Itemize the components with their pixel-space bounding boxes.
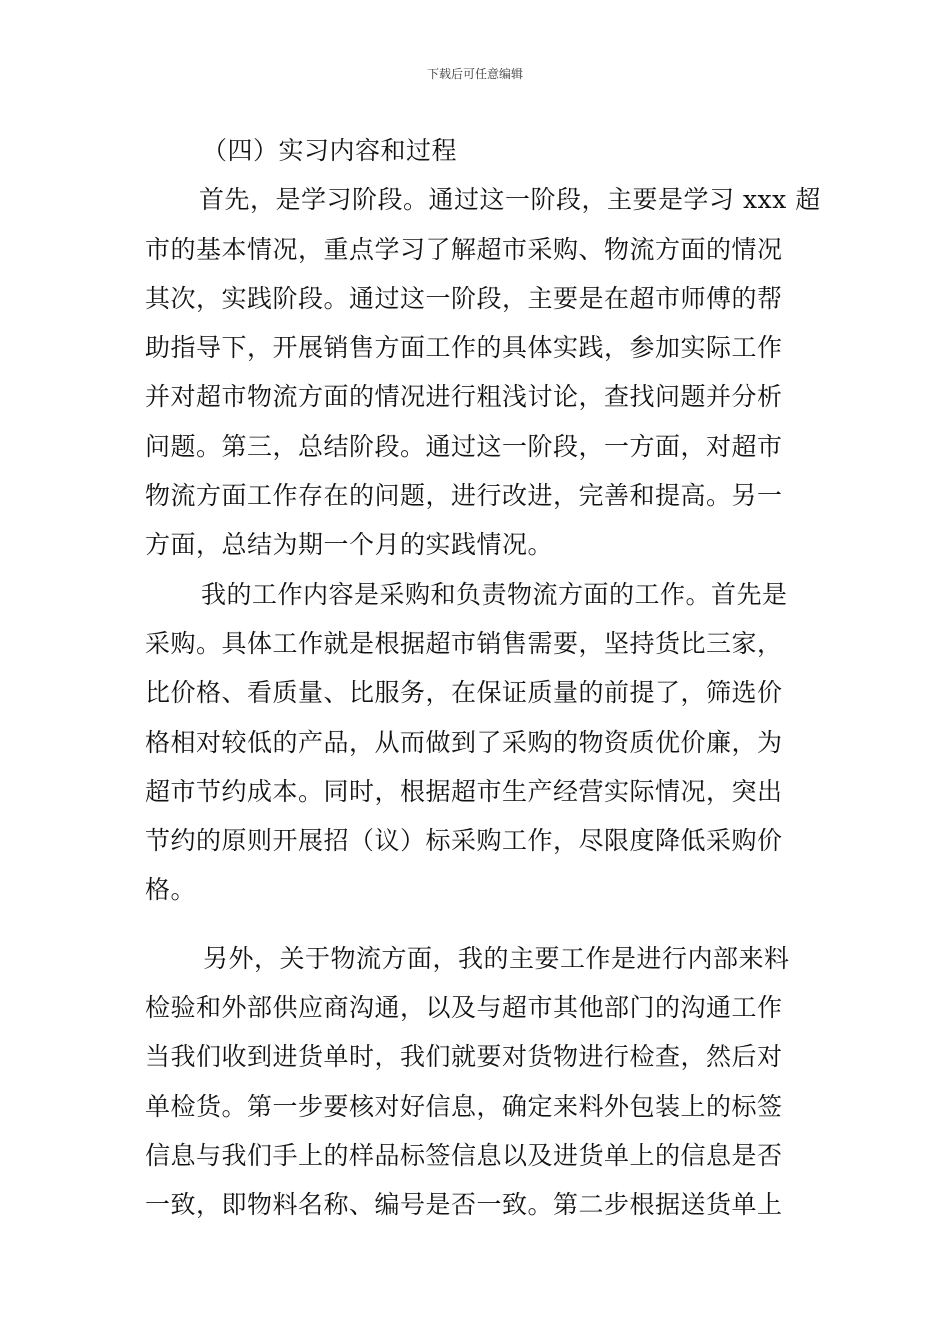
paragraph-line: 检验和外部供应商沟通，以及与超市其他部门的沟通工作 — [145, 993, 783, 1023]
paragraph-line: 信息与我们手上的样品标签信息以及进货单上的信息是否 — [145, 1140, 783, 1170]
section-heading: （四）实习内容和过程 — [202, 136, 458, 165]
paragraph-line: 格相对较低的产品，从而做到了采购的物资质优价廉，为 — [145, 727, 783, 757]
paragraph-line: 另外，关于物流方面，我的主要工作是进行内部来料 — [203, 943, 790, 973]
paragraph-line: 其次，实践阶段。通过这一阶段，主要是在超市师傅的帮 — [145, 283, 783, 313]
paragraph-line: 问题。第三，总结阶段。通过这一阶段，一方面，对超市 — [145, 431, 783, 461]
paragraph-line: 一致，即物料名称、编号是否一致。第二步根据送货单上 — [145, 1190, 783, 1220]
document-body — [145, 126, 821, 1230]
paragraph-line: 物流方面工作存在的问题，进行改进，完善和提高。另一 — [145, 481, 783, 511]
paragraph-spacer — [145, 915, 809, 934]
paragraph-line: 比价格、看质量、比服务，在保证质量的前提了，筛选价 — [145, 678, 783, 708]
paragraph-line: 我的工作内容是采购和负责物流方面的工作。首先是 — [201, 579, 788, 609]
paragraph-logistics — [145, 934, 809, 1230]
page-header: 下载后可任意编辑 — [426, 67, 523, 81]
paragraph-study-stages — [145, 175, 821, 569]
paragraph-line: 采购。具体工作就是根据超市销售需要，坚持货比三家， — [145, 628, 783, 658]
paragraph-work-content — [145, 570, 809, 915]
paragraph-line: 助指导下，开展销售方面工作的具体实践，参加实际工作 — [145, 333, 783, 363]
paragraph-line: 格。 — [145, 875, 197, 905]
paragraph-line: 节约的原则开展招（议）标采购工作，尽限度降低采购价 — [145, 826, 783, 856]
paragraph-line: 并对超市物流方面的情况进行粗浅讨论，查找问题并分析 — [145, 382, 783, 412]
paragraph-line: 首先，是学习阶段。通过这一阶段，主要是学习 xxx 超 — [199, 185, 821, 215]
paragraph-line: 市的基本情况，重点学习了解超市采购、物流方面的情况 — [145, 234, 783, 264]
paragraph-line: 当我们收到进货单时，我们就要对货物进行检查，然后对 — [145, 1042, 783, 1072]
paragraph-line: 方面，总结为期一个月的实践情况。 — [145, 530, 554, 560]
paragraph-line: 单检货。第一步要核对好信息，确定来料外包装上的标签 — [145, 1091, 783, 1121]
paragraph-line: 超市节约成本。同时，根据超市生产经营实际情况，突出 — [145, 776, 783, 806]
